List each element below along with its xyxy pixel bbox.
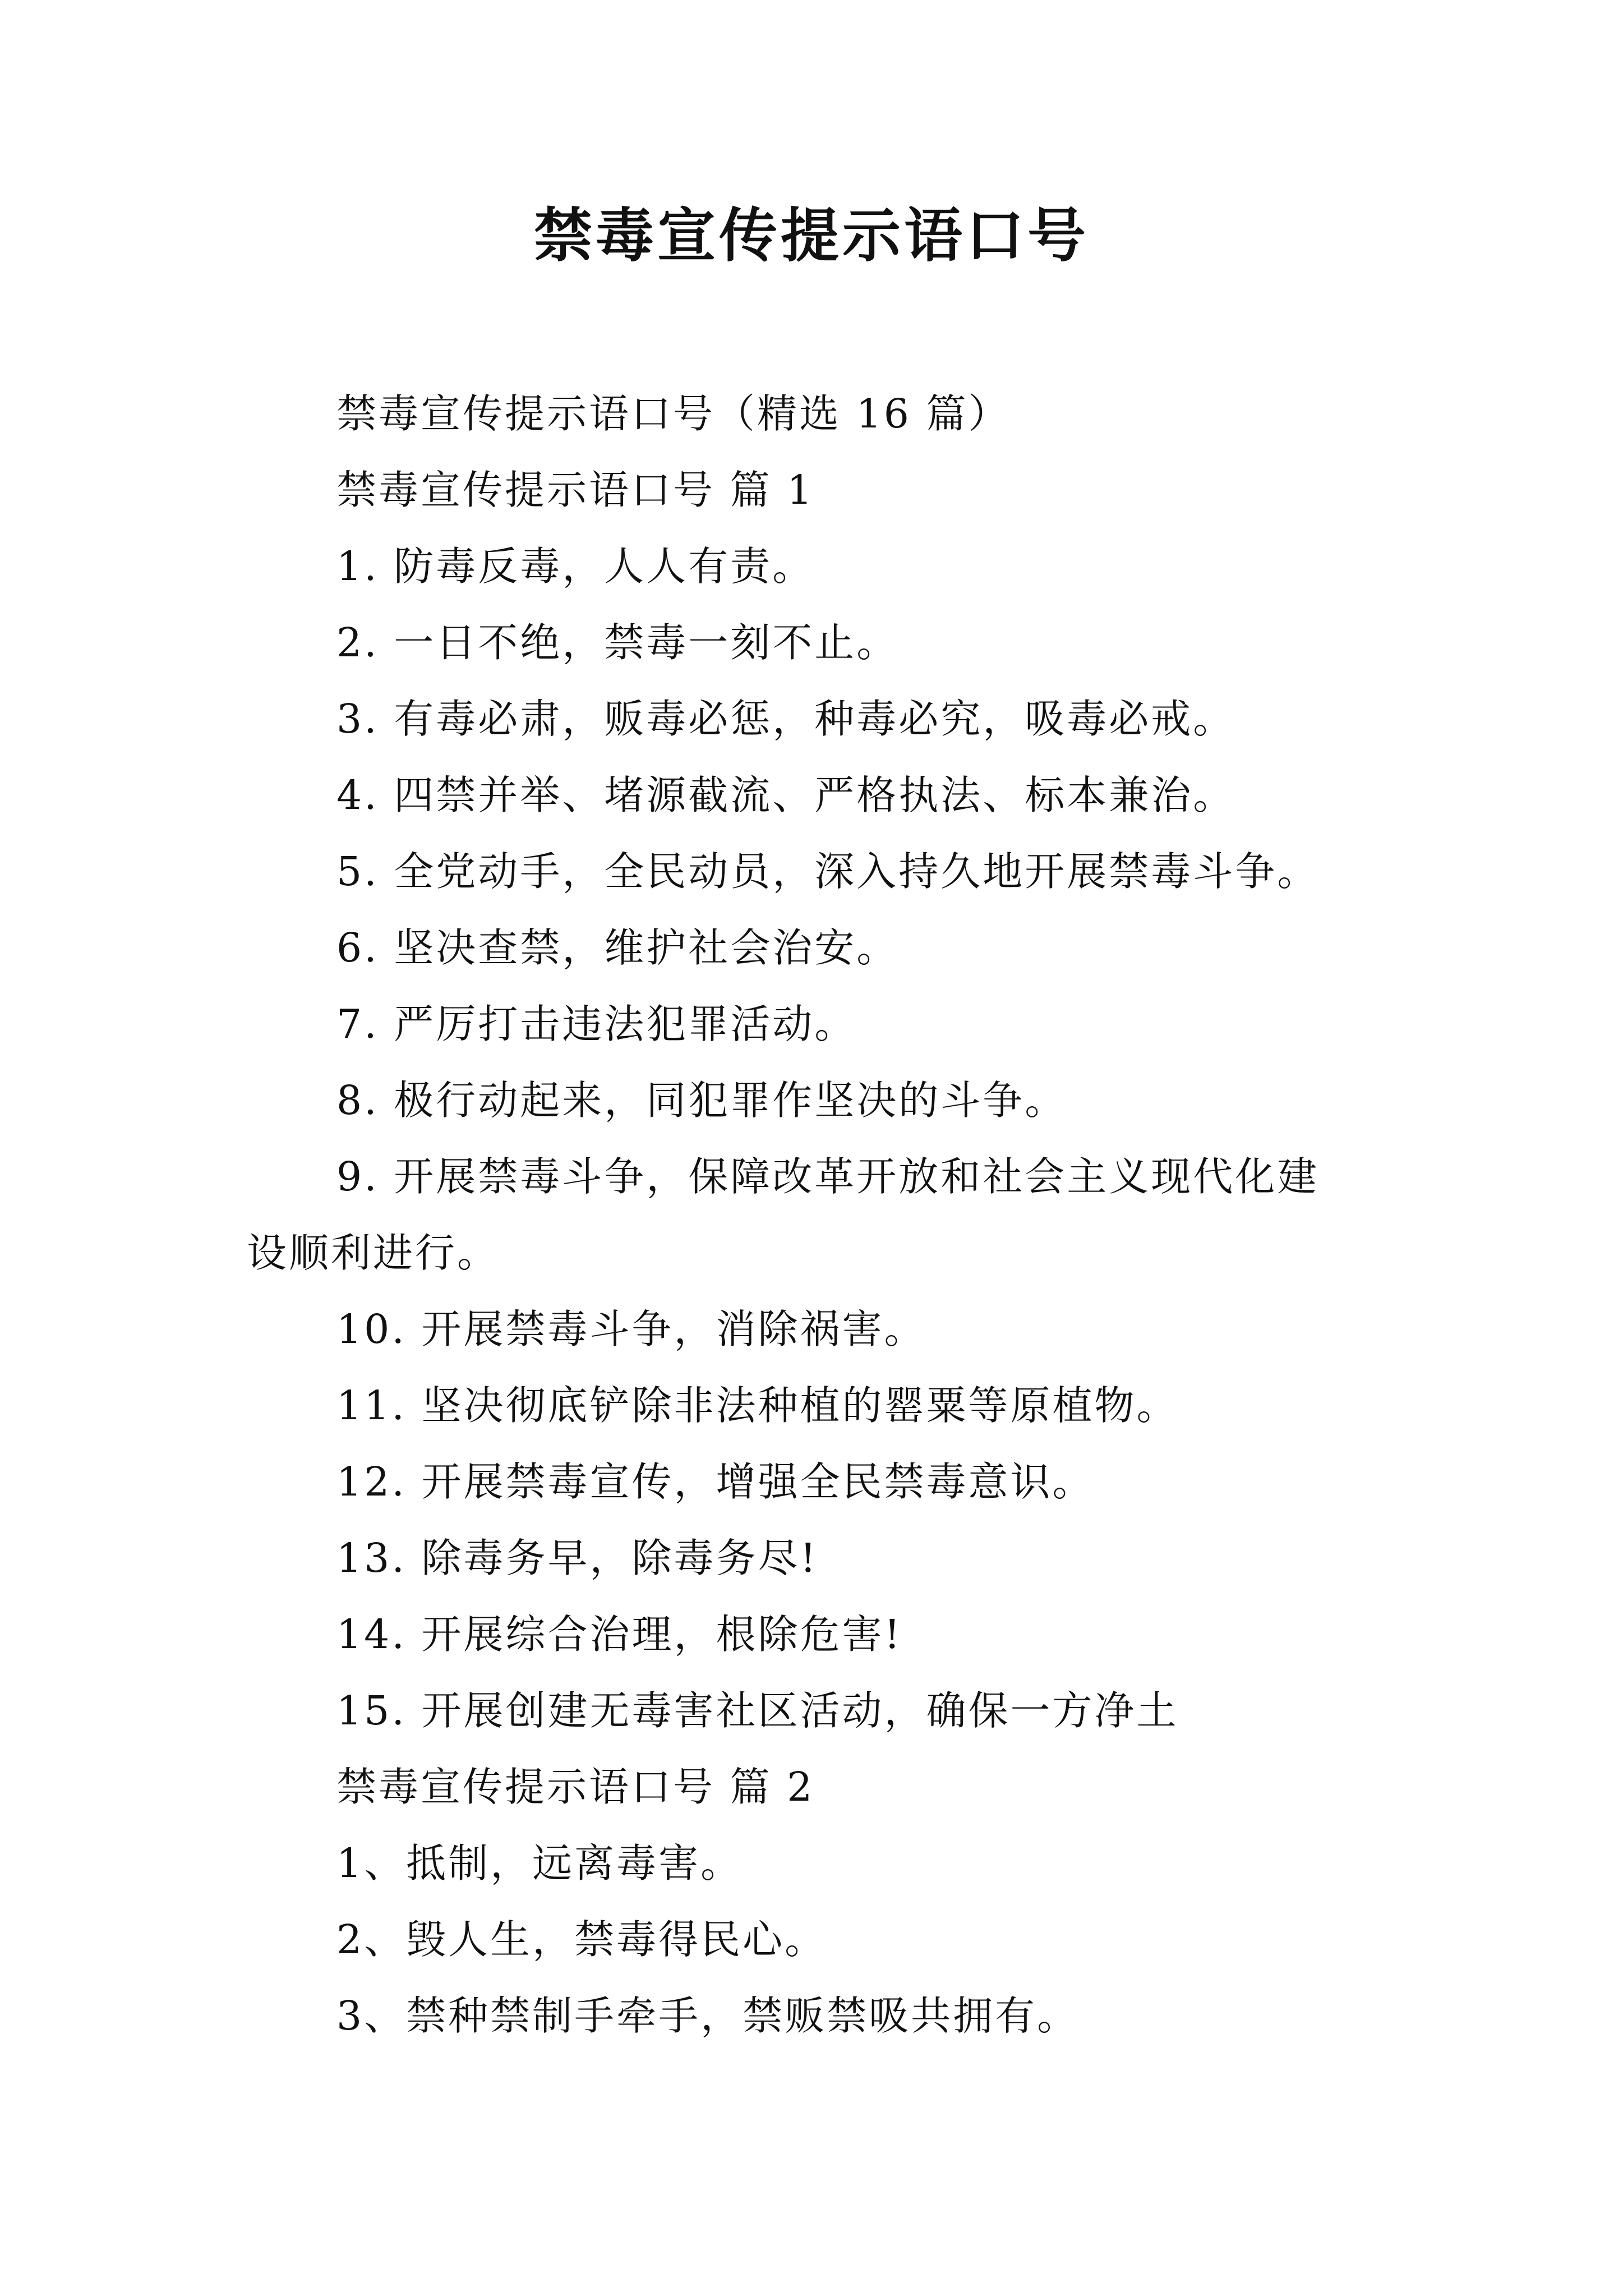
document-title: 禁毒宣传提示语口号 <box>533 201 1089 270</box>
slogan-item: 3. 有毒必肃，贩毒必惩，种毒必究，吸毒必戒。 <box>336 696 1235 742</box>
subtitle-line: 禁毒宣传提示语口号（精选 16 篇） <box>336 390 1011 437</box>
slogan-item: 8. 极行动起来，同犯罪作坚决的斗争。 <box>336 1077 1067 1124</box>
slogan-item: 3、禁种禁制手牵手，禁贩禁吸共拥有。 <box>336 1993 1080 2039</box>
slogan-item: 1. 防毒反毒，人人有责。 <box>336 543 815 590</box>
section-heading-2: 禁毒宣传提示语口号 篇 2 <box>336 1764 815 1810</box>
slogan-item: 2. 一日不绝，禁毒一刻不止。 <box>336 619 899 666</box>
slogan-item: 7. 严厉打击违法犯罪活动。 <box>336 1001 857 1047</box>
slogan-item: 1、抵制，远离毒害。 <box>336 1840 743 1887</box>
slogan-item: 13. 除毒务早，除毒务尽! <box>336 1535 819 1581</box>
slogan-item-continuation: 设顺利进行。 <box>247 1230 500 1276</box>
slogan-item: 12. 开展禁毒宣传，增强全民禁毒意识。 <box>336 1458 1095 1505</box>
section-heading-1: 禁毒宣传提示语口号 篇 1 <box>336 467 815 513</box>
slogan-item: 14. 开展综合治理，根除危害! <box>336 1611 903 1658</box>
slogan-item: 10. 开展禁毒斗争，消除祸害。 <box>336 1306 926 1352</box>
slogan-item: 11. 坚决彻底铲除非法种植的罂粟等原植物。 <box>336 1382 1179 1429</box>
slogan-item: 4. 四禁并举、堵源截流、严格执法、标本兼治。 <box>336 772 1235 818</box>
slogan-item: 6. 坚决查禁，维护社会治安。 <box>336 924 899 971</box>
slogan-item: 15. 开展创建无毒害社区活动，确保一方净土 <box>336 1687 1179 1734</box>
document-body <box>247 376 1380 2054</box>
slogan-item: 2、毁人生，禁毒得民心。 <box>336 1916 827 1963</box>
slogan-item: 9. 开展禁毒斗争，保障改革开放和社会主义现代化建 <box>336 1153 1320 1200</box>
slogan-item: 5. 全党动手，全民动员，深入持久地开展禁毒斗争。 <box>336 848 1320 895</box>
